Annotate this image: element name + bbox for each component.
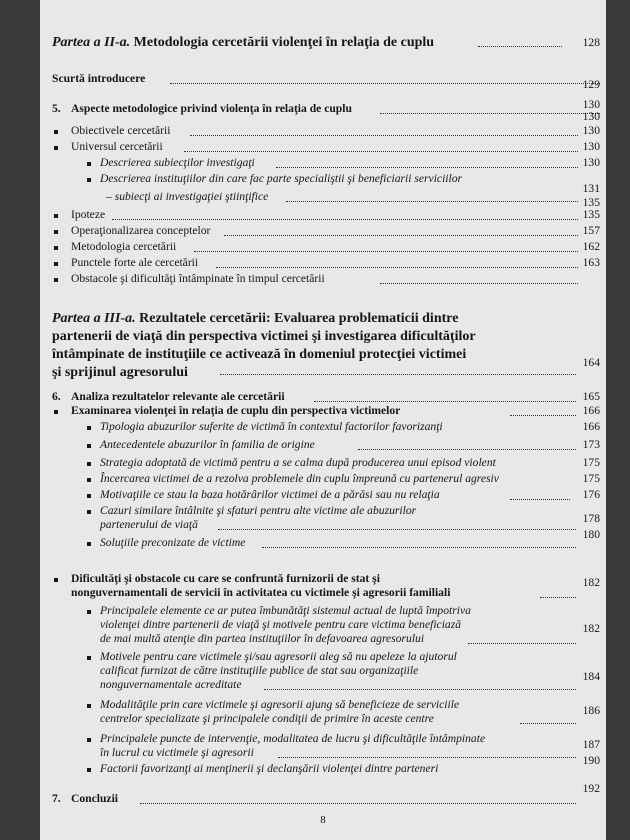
item-label: Descrierea instituţiilor din care fac parte specialiştii şi beneficiarii serviciilor bbox=[100, 172, 463, 185]
page-number: 162 bbox=[582, 240, 600, 253]
part3-prefix: Partea a III-a. bbox=[52, 311, 136, 326]
page-number: 175 bbox=[582, 456, 600, 469]
item-label: de mai multă atenţie din partea instituţiilor în defavoarea agresorului bbox=[100, 632, 425, 645]
page-number: 157 bbox=[582, 224, 600, 237]
page-number: 130 bbox=[582, 124, 600, 137]
page-number: 131 bbox=[582, 182, 600, 195]
item-label: Ipoteze bbox=[71, 208, 106, 221]
item-label: în lucrul cu victimele şi agresorii bbox=[100, 746, 254, 759]
leader-dots bbox=[262, 547, 576, 548]
leader-dots bbox=[520, 723, 576, 724]
leader-dots bbox=[194, 251, 578, 252]
item-label: Soluţiile preconizate de victime bbox=[100, 536, 246, 549]
item-label: Modalităţile prin care victimele şi agresorii ajung să beneficieze de serviciile bbox=[100, 698, 460, 711]
leader-dots bbox=[264, 689, 576, 690]
page-number: 165 bbox=[582, 390, 600, 403]
chapter-number: 7. bbox=[52, 792, 61, 805]
footer-page-number: 8 bbox=[320, 814, 326, 826]
leader-dots bbox=[112, 219, 578, 220]
page-number: 164 bbox=[582, 356, 600, 369]
bullet-icon bbox=[87, 444, 91, 448]
leader-dots bbox=[184, 151, 578, 152]
bullet-icon bbox=[54, 578, 58, 582]
leader-dots bbox=[216, 267, 578, 268]
item-label: Punctele forte ale cercetării bbox=[71, 256, 199, 269]
page-number: 175 bbox=[582, 472, 600, 485]
item-label: Obstacole şi dificultăţi întâmpinate în timpul cercetării bbox=[71, 272, 325, 285]
bullet-icon bbox=[54, 246, 58, 250]
item-label: – subiecţi ai investigaţiei ştiinţifice bbox=[106, 190, 269, 203]
page-number: 129 bbox=[582, 78, 600, 91]
bullet-icon bbox=[87, 426, 91, 430]
page-number: 187 bbox=[582, 738, 600, 751]
chapter-label: Concluzii bbox=[71, 792, 119, 805]
page-number: 184 bbox=[582, 670, 600, 683]
page-number: 166 bbox=[582, 404, 600, 417]
item-label: Descrierea subiecţilor investigaţi bbox=[100, 156, 255, 169]
item-label: Principalele puncte de intervenţie, modalitatea de lucru şi dificultăţile întâmpinate bbox=[100, 732, 486, 745]
leader-dots bbox=[540, 597, 576, 598]
bullet-icon bbox=[54, 230, 58, 234]
page-number: 166 bbox=[582, 420, 600, 433]
part3-title-line2: partenerii de viaţă din perspectiva victimei şi investigarea dificultăţilor bbox=[52, 329, 476, 344]
part2-title: Metodologia cercetării violenţei în relaţia de cuplu bbox=[130, 35, 435, 50]
page-number: 163 bbox=[582, 256, 600, 269]
item-label: centrelor specializate şi principalele condiţii de primire în aceste centre bbox=[100, 712, 434, 725]
part3-title-line4: şi sprijinul agresorului bbox=[52, 365, 188, 380]
leader-dots bbox=[220, 374, 576, 375]
item-label: Operaţionalizarea conceptelor bbox=[71, 224, 211, 237]
leader-dots bbox=[190, 135, 578, 136]
bullet-icon bbox=[87, 478, 91, 482]
item-label: Obiectivele cercetării bbox=[71, 124, 171, 137]
page-number: 135 bbox=[582, 208, 600, 221]
page-number: 130 bbox=[582, 98, 600, 111]
page-number: 178 bbox=[582, 512, 600, 525]
page-number: 130 bbox=[582, 140, 600, 153]
page-number: 173 bbox=[582, 438, 600, 451]
item-label: Factorii favorizanţi ai menţinerii şi declanşării violenţei dintre parteneri bbox=[100, 762, 439, 775]
bullet-icon bbox=[87, 462, 91, 466]
item-label: Tipologia abuzurilor suferite de victimă în contextul factorilor favorizanţi bbox=[100, 420, 443, 433]
leader-dots bbox=[224, 235, 578, 236]
leader-dots bbox=[510, 499, 570, 500]
item-label: Încercarea victimei de a rezolva problemele din cuplu împreună cu partenerul agresiv bbox=[100, 472, 499, 485]
item-label: partenerului de viaţă bbox=[100, 518, 198, 531]
section-label: Dificultăţi şi obstacole cu care se confruntă furnizorii de stat şi bbox=[71, 572, 380, 585]
bullet-icon bbox=[87, 768, 91, 772]
leader-dots bbox=[140, 803, 576, 804]
part3-title-line1: Rezultatele cercetării: Evaluarea problematicii dintre bbox=[135, 311, 459, 326]
bullet-icon bbox=[87, 178, 91, 182]
page-number: 176 bbox=[582, 488, 600, 501]
page-number: 135 bbox=[582, 196, 600, 209]
bullet-icon bbox=[54, 262, 58, 266]
leader-dots bbox=[218, 529, 576, 530]
bullet-icon bbox=[54, 146, 58, 150]
section-label: Examinarea violenţei în relaţia de cuplu din perspectiva victimelor bbox=[71, 404, 401, 417]
leader-dots bbox=[286, 201, 578, 202]
bullet-icon bbox=[87, 704, 91, 708]
leader-dots bbox=[278, 757, 576, 758]
item-label: Principalele elemente ce ar putea îmbunătăţi sistemul actual de luptă împotriva bbox=[100, 604, 471, 617]
item-label: violenţei dintre partenerii de viaţă şi motivele pentru care victima beneficiază bbox=[100, 618, 462, 631]
bullet-icon bbox=[87, 162, 91, 166]
bullet-icon bbox=[54, 278, 58, 282]
intro-label: Scurtă introducere bbox=[52, 72, 146, 85]
page-number: 128 bbox=[582, 36, 600, 49]
page-number: 182 bbox=[582, 622, 600, 635]
leader-dots bbox=[380, 283, 578, 284]
leader-dots bbox=[380, 113, 600, 114]
part2-prefix: Partea a II-a. bbox=[52, 35, 131, 50]
bullet-icon bbox=[87, 542, 91, 546]
page-number: 192 bbox=[582, 782, 600, 795]
page-number: 190 bbox=[582, 754, 600, 767]
item-label: nonguvernamentale acreditate bbox=[100, 678, 242, 691]
chapter-label: Aspecte metodologice privind violenţa în relaţia de cuplu bbox=[71, 102, 352, 115]
leader-dots bbox=[170, 83, 600, 84]
bullet-icon bbox=[87, 656, 91, 660]
page-number: 180 bbox=[582, 528, 600, 541]
page-number: 186 bbox=[582, 704, 600, 717]
bullet-icon bbox=[87, 738, 91, 742]
item-label: Cazuri similare întâlnite şi sfaturi pentru alte victime ale abuzurilor bbox=[100, 504, 417, 517]
leader-dots bbox=[510, 415, 576, 416]
part3-title-line3: întâmpinate de instituţiile ce activează în domeniul protecţiei victimei bbox=[52, 347, 467, 362]
page-number: 182 bbox=[582, 576, 600, 589]
leader-dots bbox=[314, 401, 576, 402]
item-label: Metodologia cercetării bbox=[71, 240, 177, 253]
item-label: Motivele pentru care victimele şi/sau agresorii aleg să nu apeleze la ajutorul bbox=[100, 650, 457, 663]
item-label: Universul cercetării bbox=[71, 140, 163, 153]
leader-dots bbox=[468, 643, 576, 644]
chapter-number: 6. bbox=[52, 390, 61, 403]
bullet-icon bbox=[87, 610, 91, 614]
leader-dots bbox=[358, 449, 576, 450]
item-label: Antecedentele abuzurilor în familia de origine bbox=[100, 438, 315, 451]
item-label: Strategia adoptată de victimă pentru a se calma după producerea unui episod violent bbox=[100, 456, 496, 469]
leader-dots bbox=[276, 167, 578, 168]
chapter-number: 5. bbox=[52, 102, 61, 115]
toc-page bbox=[40, 0, 606, 840]
leader-dots bbox=[478, 46, 562, 47]
item-label: calificat furnizat de către instituţiile publice de stat sau organizaţiile bbox=[100, 664, 419, 677]
bullet-icon bbox=[54, 410, 58, 414]
section-label: nonguvernamentali de servicii în activitatea cu victimele şi agresorii familiali bbox=[71, 586, 451, 599]
page-number: 130 bbox=[582, 110, 600, 123]
bullet-icon bbox=[87, 494, 91, 498]
bullet-icon bbox=[87, 510, 91, 514]
page-number: 130 bbox=[582, 156, 600, 169]
item-label: Motivaţiile ce stau la baza hotărârilor victimei de a părăsi sau nu relaţia bbox=[100, 488, 440, 501]
bullet-icon bbox=[54, 214, 58, 218]
bullet-icon bbox=[54, 130, 58, 134]
chapter-label: Analiza rezultatelor relevante ale cercetării bbox=[71, 390, 285, 403]
